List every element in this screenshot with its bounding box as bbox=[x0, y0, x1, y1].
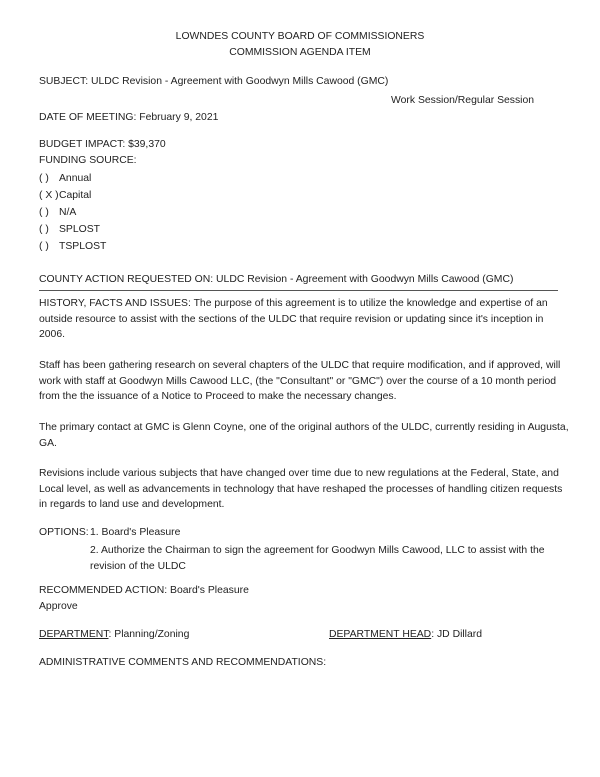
funding-option-splost: ( ) SPLOST bbox=[39, 224, 100, 235]
revisions-paragraph: Revisions include various subjects that have changed over time due to new regulations at the Federal, State, and Local level, as well as advancements in technology that have reshaped the processes of handling citizen requests in regards to land use and development. bbox=[39, 468, 563, 510]
option-2: 2. Authorize the Chairman to sign the agreement for Goodwyn Mills Cawood, LLC to assist with the revision of the ULDC bbox=[90, 545, 545, 572]
divider bbox=[39, 290, 558, 291]
checkbox-mark: ( ) bbox=[39, 241, 49, 252]
checkbox-mark: ( ) bbox=[39, 173, 49, 184]
administrative-comments: ADMINISTRATIVE COMMENTS AND RECOMMENDATIONS: bbox=[39, 657, 327, 668]
option-1: 1. Board's Pleasure bbox=[90, 527, 181, 538]
department-value: : Planning/Zoning bbox=[108, 629, 190, 640]
department-head-value: : JD Dillard bbox=[431, 629, 483, 640]
funding-option-annual: ( ) Annual bbox=[39, 173, 92, 184]
header-line-1: LOWNDES COUNTY BOARD OF COMMISSIONERS bbox=[175, 31, 425, 42]
header-line-2: COMMISSION AGENDA ITEM bbox=[229, 47, 371, 58]
county-action-requested: COUNTY ACTION REQUESTED ON: ULDC Revision - Agreement with Goodwyn Mills Cawood (GMC) bbox=[39, 274, 514, 285]
staff-research-paragraph: Staff has been gathering research on several chapters of the ULDC that require modification, and if approved, will work with staff at Goodwyn Mills Cawood LLC, (the "Consultant" or "GMC") over the course of a 10 month period from the the issuance of a Notice to Proceed to make the necessary changes. bbox=[39, 360, 561, 402]
department-label: DEPARTMENT bbox=[39, 629, 109, 640]
funding-source-label: FUNDING SOURCE: bbox=[39, 155, 137, 166]
funding-option-na: ( ) N/A bbox=[39, 207, 77, 218]
funding-option-tsplost: ( ) TSPLOST bbox=[39, 241, 107, 252]
checkbox-mark: ( ) bbox=[39, 207, 49, 218]
checkbox-mark: ( X ) bbox=[39, 190, 59, 201]
history-facts-issues: HISTORY, FACTS AND ISSUES: The purpose of this agreement is to utilize the knowledge and expertise of an outside resource to assist with the sections of the ULDC that require revision or updating since it's inception in 2006. bbox=[39, 298, 548, 340]
budget-impact: BUDGET IMPACT: $39,370 bbox=[39, 139, 166, 150]
date-of-meeting: DATE OF MEETING: February 9, 2021 bbox=[39, 112, 219, 123]
recommended-action: RECOMMENDED ACTION: Board's Pleasure bbox=[39, 585, 249, 596]
department bbox=[39, 629, 189, 640]
checkbox-mark: ( ) bbox=[39, 224, 49, 235]
department-head-label: DEPARTMENT HEAD bbox=[329, 629, 432, 640]
subject: SUBJECT: ULDC Revision - Agreement with Goodwyn Mills Cawood (GMC) bbox=[39, 76, 389, 87]
primary-contact-paragraph: The primary contact at GMC is Glenn Coyne, one of the original authors of the ULDC, currently residing in Augusta, GA. bbox=[39, 422, 569, 449]
funding-option-capital: ( X )Capital bbox=[39, 190, 92, 201]
options-label: OPTIONS: bbox=[39, 527, 89, 538]
session-type: Work Session/Regular Session bbox=[391, 95, 535, 106]
recommended-action-approve: Approve bbox=[39, 601, 78, 612]
department-head bbox=[329, 629, 482, 640]
